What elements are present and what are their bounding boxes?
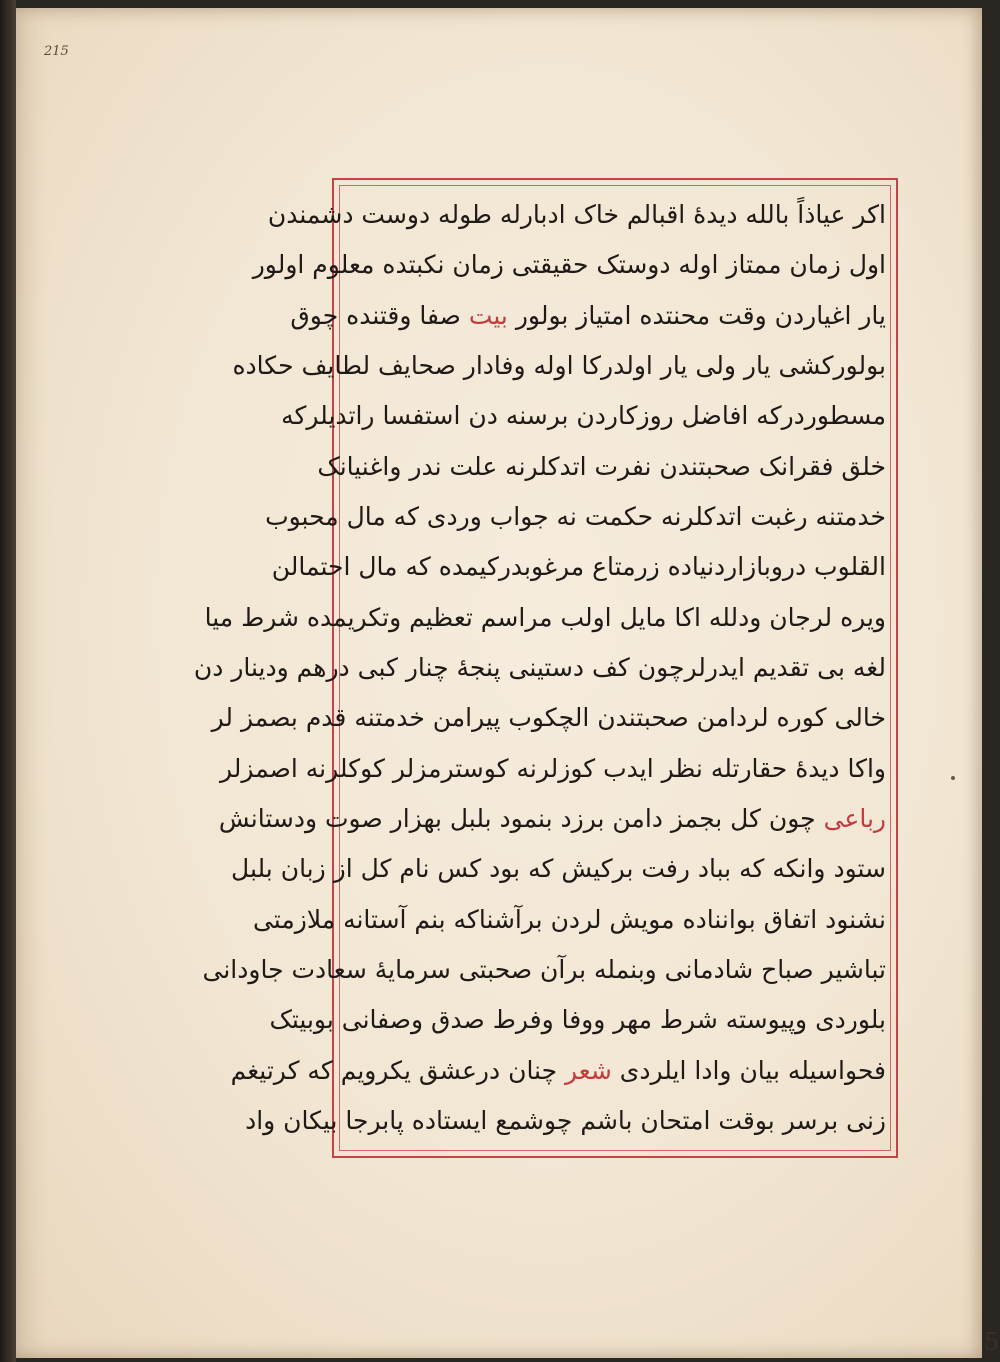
line-text: خلق فقرانک صحبتندن نفرت اتدکلرنه علت ندر واغنیانک xyxy=(317,451,886,481)
line-text: بولورکشی یار ولی یار اولدرکا اوله وفادار صحایف لطایف حکاده xyxy=(232,350,886,380)
line-text: چون کل بجمز دامن برزد بنمود بلبل بهزار صوت ودستانش xyxy=(218,803,816,833)
manuscript-line xyxy=(219,746,886,792)
binding-gutter xyxy=(0,0,16,1362)
text-frame xyxy=(193,178,898,1158)
rubric-heading: شعر xyxy=(565,1055,612,1085)
manuscript-line xyxy=(211,695,886,741)
manuscript-line xyxy=(231,846,886,892)
line-text-continued: چنان درعشق یکرویم که کرتیغم xyxy=(230,1055,558,1085)
line-text: بلوردی وپیوسته شرط مهر ووفا وفرط صدق وصفانی بوبیتک xyxy=(269,1005,886,1035)
margin-dot xyxy=(951,776,955,780)
line-text: خدمتنه رغبت اتدکلرنه حکمت نه جواب وردی که مال محبوب xyxy=(265,501,886,531)
manuscript-line xyxy=(267,192,886,238)
folio-number: 215 xyxy=(44,44,69,59)
manuscript-line xyxy=(204,595,886,641)
line-text: تباشیر صباح شادمانی وبنمله برآن صحبتی سرمایهٔ سعادت جاودانی xyxy=(202,954,886,984)
manuscript-line xyxy=(252,897,886,943)
manuscript-line xyxy=(290,293,886,339)
manuscript-line xyxy=(230,1048,886,1094)
line-text: القلوب دروبازاردنیاده زرمتاع مرغوبدرکیمده که مال احتمالن xyxy=(271,552,886,582)
manuscript-line xyxy=(232,343,886,389)
rubric-heading: رباعی xyxy=(823,803,886,833)
manuscript-line xyxy=(281,393,886,439)
manuscript-line xyxy=(202,947,886,993)
line-text: ستود وانکه که بباد رفت برکیش که بود کس نام کل از زبان بلبل xyxy=(231,854,886,884)
manuscript-line xyxy=(317,444,886,490)
line-text: خالی کوره لردامن صحبتندن الچکوب پیرامن خدمتنه قدم بصمز لر xyxy=(211,703,886,733)
manuscript-line xyxy=(193,645,886,691)
line-text-continued: صفا وقتنده چوق xyxy=(290,300,461,330)
line-text: یار اغیاردن وقت محنتده امتیاز بولور xyxy=(515,300,886,330)
manuscript-line xyxy=(271,544,886,590)
manuscript-line xyxy=(269,997,886,1043)
manuscript-page xyxy=(16,8,1000,1358)
line-text: نشنود اتفاق بوانناده مویش لردن برآشناکه بنم آستانه ملازمتی xyxy=(252,904,886,934)
line-text: مسطوردرکه افاضل روزکاردن برسنه دن استفسا راتدیلرکه xyxy=(281,401,886,431)
manuscript-line xyxy=(265,494,886,540)
manuscript-line xyxy=(245,1098,886,1144)
manuscript-line xyxy=(252,242,886,288)
line-text: واکا دیدهٔ حقارتله نظر ایدب کوزلرنه کوسترمزلر کوکلرنه اصمزلر xyxy=(219,753,886,783)
manuscript-line xyxy=(218,796,886,842)
line-text: اکر عیاذاً بالله دیدهٔ اقبالم خاک ادبارله طوله دوست دشمندن xyxy=(267,200,886,229)
line-text: فحواسیله بیان وادا ایلردی xyxy=(619,1055,886,1085)
line-text: اول زمان ممتاز اوله دوستک حقیقتی زمان نکبتده معلوم اولور xyxy=(252,250,886,280)
line-text: لغه بی تقدیم ایدرلرچون کف دستینی پنجهٔ چنار کبی درهم ودینار دن xyxy=(193,652,886,682)
corner-mark: 5 xyxy=(984,1328,1000,1356)
line-text: ویره لرجان ودلله اکا مایل اولب مراسم تعظیم وتکریمده شرط میا xyxy=(204,602,886,632)
text-block xyxy=(193,188,888,1148)
rubric-heading: بیت xyxy=(468,300,508,330)
line-text: زنی برسر بوقت امتحان باشم چوشمع ایستاده پابرجا بیکان واد xyxy=(245,1105,886,1135)
